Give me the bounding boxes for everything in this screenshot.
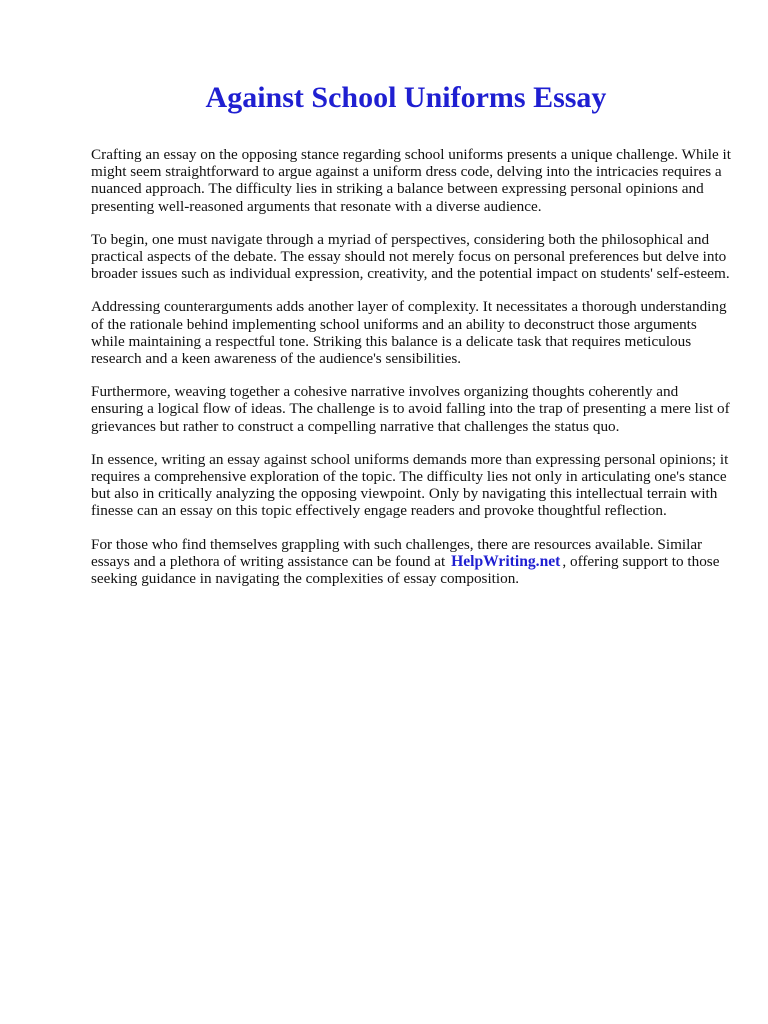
helpwriting-link[interactable]: HelpWriting.net xyxy=(451,552,561,570)
document-title: Against School Uniforms Essay xyxy=(205,81,607,114)
paragraph-6-before-link: For those who find themselves grappling with such challenges, there are resources available. Similar essays and a plethora of writing assistance can be found at xyxy=(91,535,703,570)
paragraph-5: In essence, writing an essay against school uniforms demands more than expressing personal opinions; it requires a comprehensive exploration of the topic. The difficulty lies not only in articulating one's stance but also in critically analyzing the opposing viewpoint. Only by navigating this intellectual terrain with finesse can an essay on this topic effectively engage readers and provoke thoughtful reflection. xyxy=(91,450,729,520)
paragraph-4: Furthermore, weaving together a cohesive narrative involves organizing thoughts coherently and ensuring a logical flow of ideas. The challenge is to avoid falling into the trap of presenting a mere list of grievances but rather to construct a compelling narrative that challenges the status quo. xyxy=(91,383,730,435)
paragraph-6 xyxy=(91,536,731,588)
document-body xyxy=(91,146,731,603)
paragraph-1: Crafting an essay on the opposing stance regarding school uniforms presents a unique challenge. While it might seem straightforward to argue against a uniform dress code, delving into the intricacies requires a nuanced approach. The difficulty lies in striking a balance between expressing personal opinions and presenting well-reasoned arguments that resonate with a diverse audience. xyxy=(91,146,731,215)
paragraph-2: To begin, one must navigate through a myriad of perspectives, considering both the philosophical and practical aspects of the debate. The essay should not merely focus on personal preferences but delve into broader issues such as individual expression, creativity, and the potential impact on students' self-esteem. xyxy=(91,230,730,283)
paragraph-3: Addressing counterarguments adds another layer of complexity. It necessitates a thorough understanding of the rationale behind implementing school uniforms and an ability to deconstruct those arguments while maintaining a respectful tone. Striking this balance is a delicate task that requires meticulous research and a keen awareness of the audience's sensibilities. xyxy=(91,298,727,368)
paragraph-6-after-link: , offering support to those seeking guidance in navigating the complexities of essay composition. xyxy=(91,552,720,588)
